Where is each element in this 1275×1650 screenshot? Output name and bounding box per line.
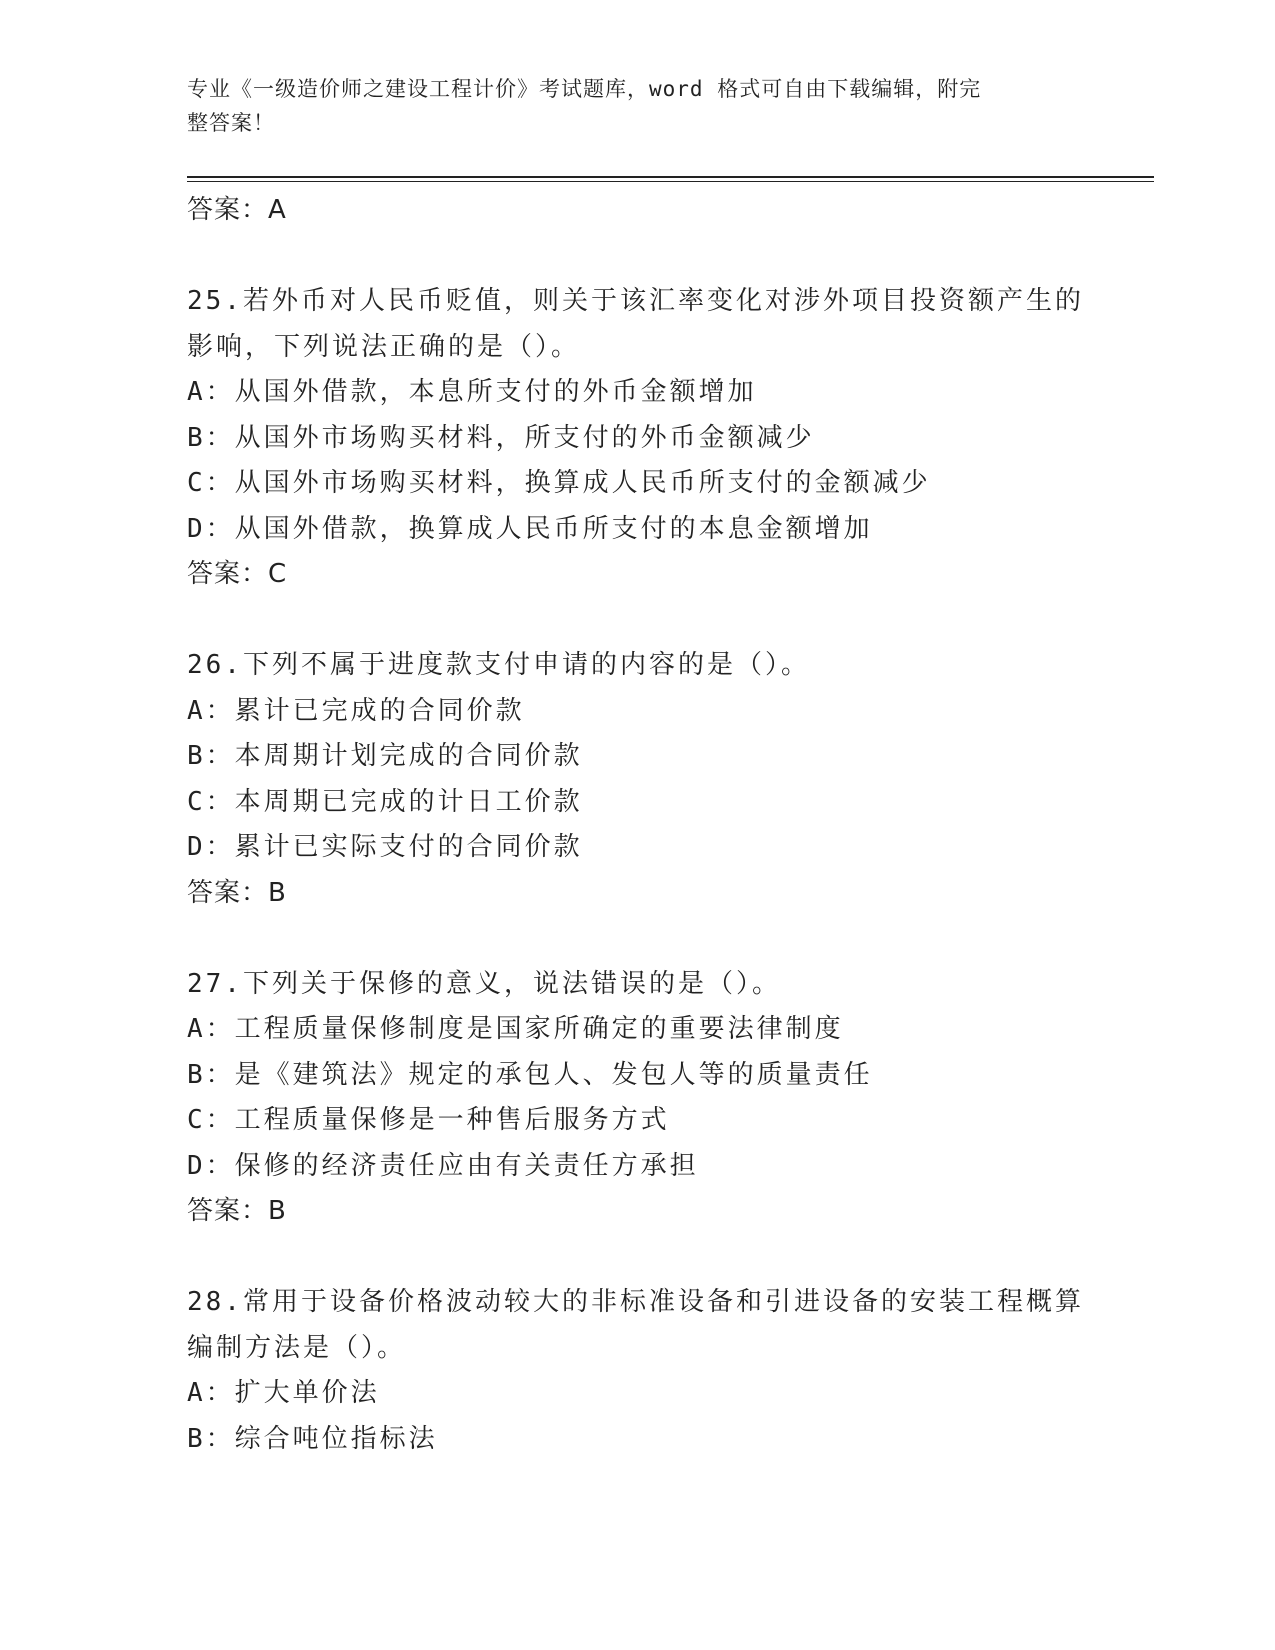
question-stem: 25.若外币对人民币贬值，则关于该汇率变化对涉外项目投资额产生的 bbox=[187, 286, 1084, 316]
option-d: D：保修的经济责任应由有关责任方承担 bbox=[187, 1150, 699, 1181]
option-d: D：累计已实际支付的合同价款 bbox=[187, 832, 583, 862]
option-c: C：从国外市场购买材料，换算成人民币所支付的金额减少 bbox=[187, 468, 931, 498]
answer-line: 答案：C bbox=[187, 559, 288, 589]
option-a: A：工程质量保修制度是国家所确定的重要法律制度 bbox=[187, 1014, 844, 1044]
question-block bbox=[187, 962, 1107, 1235]
spacer bbox=[187, 234, 1107, 280]
option-a: A：累计已完成的合同价款 bbox=[187, 695, 525, 726]
answer-line: 答案：B bbox=[187, 877, 287, 908]
header-divider-thick bbox=[187, 176, 1154, 178]
option-b: B：综合吨位指标法 bbox=[187, 1423, 438, 1454]
option-a: A：扩大单价法 bbox=[187, 1378, 380, 1408]
answer-line: 答案：B bbox=[187, 1196, 287, 1226]
question-block bbox=[187, 279, 1107, 598]
option-b: B：是《建筑法》规定的承包人、发包人等的质量责任 bbox=[187, 1059, 873, 1090]
option-c: C：工程质量保修是一种售后服务方式 bbox=[187, 1105, 670, 1135]
question-block bbox=[187, 1280, 1107, 1462]
question-stem: 影响，下列说法正确的是（）。 bbox=[187, 331, 581, 362]
option-a: A：从国外借款，本息所支付的外币金额增加 bbox=[187, 377, 757, 407]
option-c: C：本周期已完成的计日工价款 bbox=[187, 786, 583, 817]
question-stem: 28.常用于设备价格波动较大的非标准设备和引进设备的安装工程概算 bbox=[187, 1287, 1084, 1317]
spacer bbox=[187, 1235, 1107, 1281]
option-d: D：从国外借款，换算成人民币所支付的本息金额增加 bbox=[187, 513, 873, 544]
option-b: B：本周期计划完成的合同价款 bbox=[187, 741, 583, 771]
question-stem: 编制方法是（）。 bbox=[187, 1332, 407, 1363]
answer-line: 答案：A bbox=[187, 195, 287, 225]
question-content bbox=[187, 188, 1107, 1462]
document-header bbox=[187, 72, 1087, 140]
spacer bbox=[187, 598, 1107, 644]
question-stem: 27.下列关于保修的意义，说法错误的是（）。 bbox=[187, 968, 781, 999]
header-divider-thin bbox=[187, 181, 1154, 182]
question-stem: 26.下列不属于进度款支付申请的内容的是（）。 bbox=[187, 650, 810, 680]
question-block bbox=[187, 643, 1107, 916]
header-line-2: 整答案！ bbox=[187, 111, 275, 135]
option-b: B：从国外市场购买材料，所支付的外币金额减少 bbox=[187, 422, 815, 453]
header-line-1: 专业《一级造价师之建设工程计价》考试题库，word 格式可自由下载编辑，附完 bbox=[187, 77, 982, 101]
spacer bbox=[187, 916, 1107, 962]
